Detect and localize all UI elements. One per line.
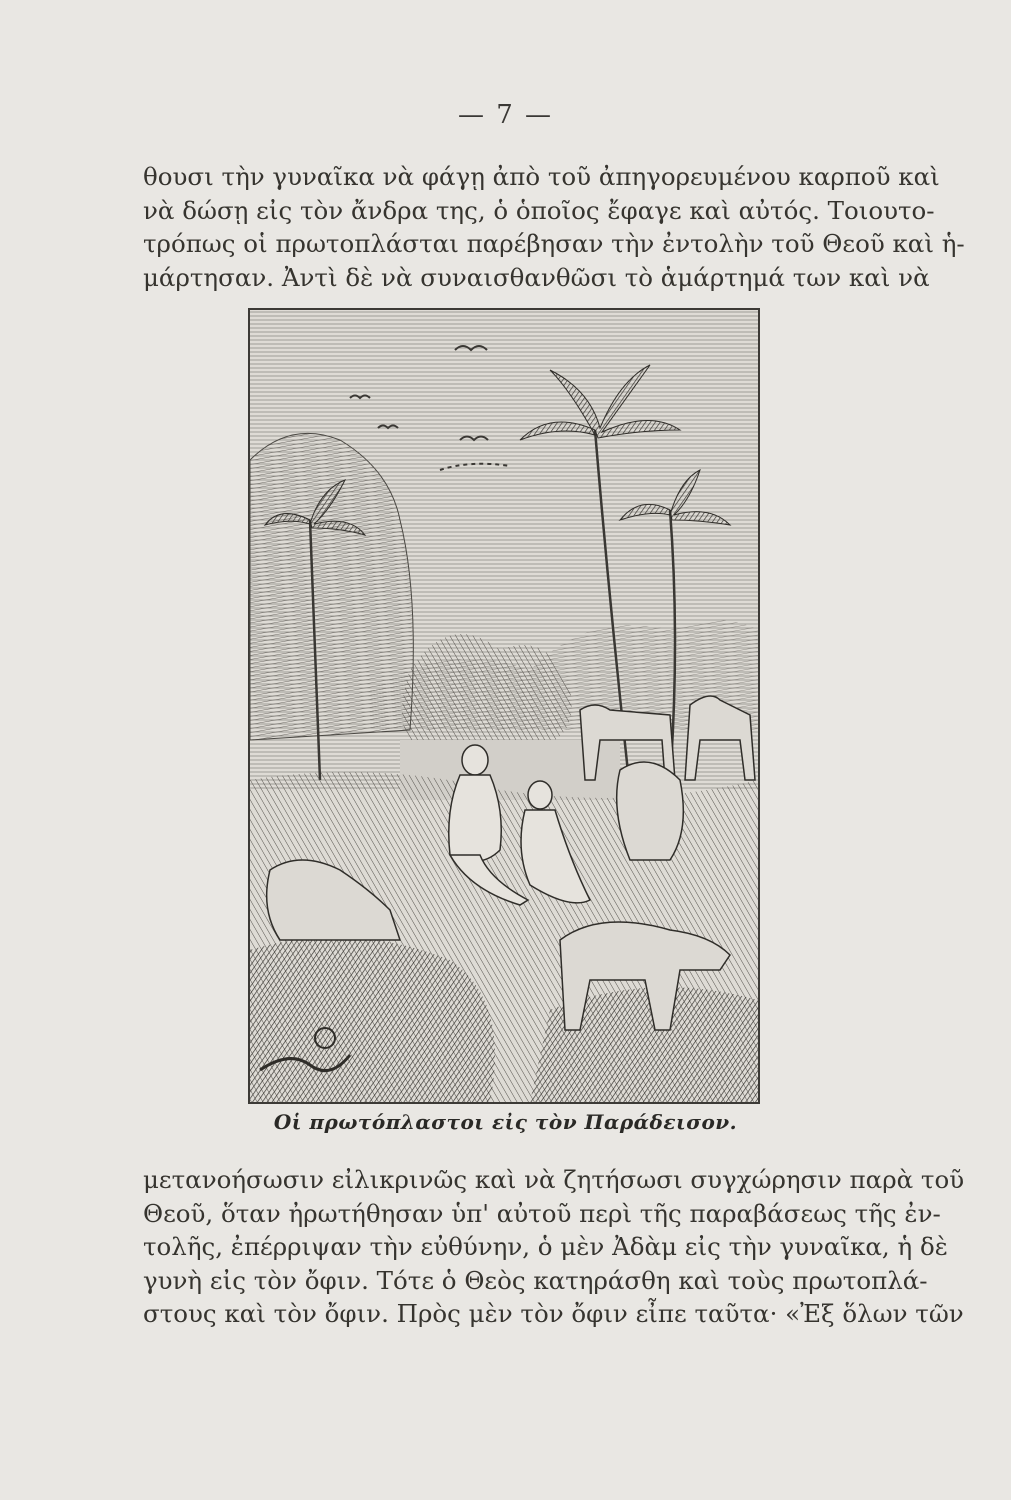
text-line: μετανοήσωσιν εἰλικρινῶς καὶ νὰ ζητήσωσι συγχώρησιν παρὰ τοῦ [143, 1165, 965, 1194]
top-paragraph [143, 160, 965, 294]
figure-caption: Οἱ πρωτόπλαστοι εἰς τὸν Παράδεισον. [273, 1110, 738, 1134]
lion-shape [617, 762, 684, 860]
text-line: μάρτησαν. Ἀντὶ δὲ νὰ συναισθανθῶσι τὸ ἁμάρτημά των καὶ νὰ [143, 262, 930, 292]
bottom-paragraph [143, 1163, 965, 1331]
text-line: γυνὴ εἰς τὸν ὄφιν. Τότε ὁ Θεὸς κατηράσθη καὶ τοὺς πρωτοπλά- [143, 1265, 928, 1295]
text-line: νὰ δώσῃ εἰς τὸν ἄνδρα της, ὁ ὁποῖος ἔφαγε καὶ αὐτός. Τοιουτο- [143, 195, 935, 225]
text-line: τρόπως οἱ πρωτοπλάσται παρέβησαν τὴν ἐντολὴν τοῦ Θεοῦ καὶ ἡ- [143, 229, 965, 258]
page-number: — 7 — [457, 100, 554, 130]
text-line: τολῆς, ἐπέρριψαν τὴν εὐθύνην, ὁ μὲν Ἀδὰμ εἰς τὴν γυναῖκα, ἡ δὲ [143, 1232, 948, 1261]
text-line: θουσι τὴν γυναῖκα νὰ φάγῃ ἀπὸ τοῦ ἀπηγορευμένου καρποῦ καὶ [143, 162, 940, 191]
text-line: Θεοῦ, ὅταν ἠρωτήθησαν ὑπ' αὐτοῦ περὶ τῆς παραβάσεως τῆς ἐν- [143, 1198, 941, 1228]
engraving-illustration [248, 308, 760, 1104]
text-line: στους καὶ τὸν ὄφιν. Πρὸς μὲν τὸν ὄφιν εἶπε ταῦτα· «Ἐξ ὅλων τῶν [143, 1299, 964, 1328]
